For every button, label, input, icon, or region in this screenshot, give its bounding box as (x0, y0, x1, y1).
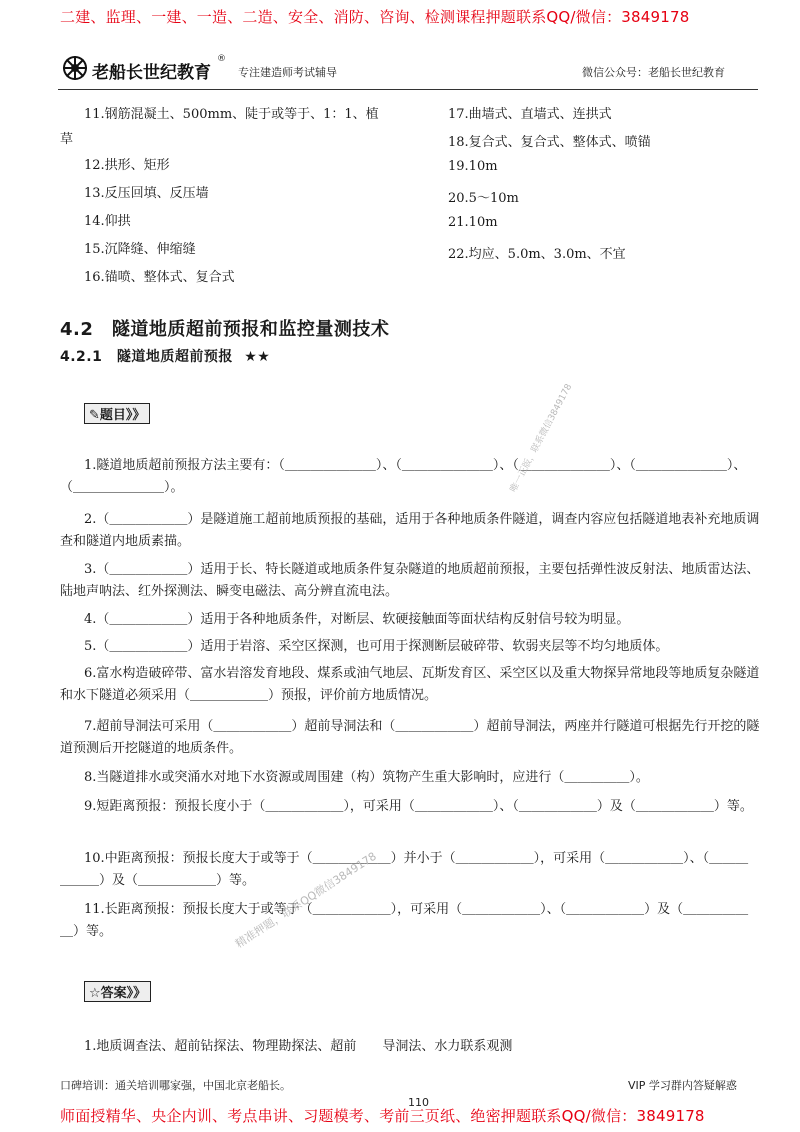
footer-right: VIP 学习群内答疑解惑 (628, 1079, 737, 1092)
question: 9.短距离预报：预报长度小于（＿＿＿＿＿＿），可采用（＿＿＿＿＿＿）、（＿＿＿＿＿＿）及（＿＿＿＿＿＿）等。 (84, 799, 753, 814)
subsection-title: 4.2.1 隧道地质超前预报 (60, 349, 233, 365)
prev-answer: 15.沉降缝、伸缩缝 (84, 242, 196, 257)
question: 2.（＿＿＿＿＿＿）是隧道施工超前地质预报的基础，适用于各种地质条件隧道，调查内容应包括隧道地表补充地质调查和隧道内地质素描。 (60, 512, 760, 549)
answers-tag (84, 981, 151, 1002)
question: 8.当隧道排水或突涌水对地下水资源或周围建（构）筑物产生重大影响时，应进行（＿＿＿＿＿）。 (84, 770, 649, 785)
ship-wheel-icon (62, 55, 88, 81)
logo-text: 老船长世纪教育 (92, 63, 211, 83)
prev-answer: 22.均应、5.0m、3.0m、不宜 (448, 247, 626, 262)
question: 7.超前导洞法可采用（＿＿＿＿＿＿）超前导洞法和（＿＿＿＿＿＿）超前导洞法，两座并行隧道可根据先行开挖的隧道预测后开挖隧道的地质条件。 (60, 719, 760, 756)
prev-answer: 18.复合式、复合式、整体式、喷锚 (448, 135, 651, 150)
prev-answer: 草 (60, 132, 74, 147)
question: 5.（＿＿＿＿＿＿）适用于岩溶、采空区探测，也可用于探测断层破碎带、软弱夹层等不均匀地质体。 (84, 639, 669, 654)
answer: 1.地质调查法、超前钻探法、物理勘探法、超前 导洞法、水力联系观测 (84, 1039, 513, 1054)
prev-answer: 20.5～10m (448, 191, 519, 206)
prev-answer: 21.10m (448, 215, 498, 230)
watermark: 精准押题，联系QQ微信3849178 (233, 849, 379, 951)
question: 4.（＿＿＿＿＿＿）适用于各种地质条件，对断层、软硬接触面等面状结构反射信号较为明显。 (84, 612, 630, 627)
subsection-heading (60, 346, 270, 366)
prev-answer: 14.仰拱 (84, 214, 131, 229)
top-banner: 二建、监理、一建、一造、二造、安全、消防、咨询、检测课程押题联系QQ/微信：3849178 (60, 8, 690, 26)
slogan: 专注建造师考试辅导 (238, 66, 337, 79)
question: 1.隧道地质超前预报方法主要有：（＿＿＿＿＿＿＿）、（＿＿＿＿＿＿＿）、（＿＿＿＿＿＿＿）、（＿＿＿＿＿＿＿）、（＿＿＿＿＿＿＿）。 (60, 458, 747, 495)
answers-tag-label: 答案》》 (100, 986, 147, 1001)
stars-rating: ★★ (244, 349, 271, 365)
prev-answer: 16.锚喷、整体式、复合式 (84, 270, 235, 285)
footer-left: 口碑培训：通关培训哪家强，中国北京老船长。 (60, 1079, 291, 1092)
registered-mark: ® (217, 54, 226, 64)
prev-answer: 13.反压回填、反压墙 (84, 186, 209, 201)
pencil-icon: ✎ (89, 408, 100, 423)
question: 11.长距离预报：预报长度大于或等于（＿＿＿＿＿＿），可采用（＿＿＿＿＿＿）、（＿＿＿＿＿＿）及（＿＿＿＿＿＿）等。 (60, 902, 749, 939)
question: 6.富水构造破碎带、富水岩溶发育地段、煤系或油气地层、瓦斯发育区、采空区以及重大物探异常地段等地质复杂隧道和水下隧道必须采用（＿＿＿＿＿＿）预报，评价前方地质情况。 (60, 666, 760, 703)
questions-tag (84, 403, 150, 424)
page-number: 110 (408, 1096, 429, 1109)
section-heading: 4.2 隧道地质超前预报和监控量测技术 (60, 319, 390, 340)
watermark: 唯一正版，联系微信3849178 (508, 382, 575, 495)
header-divider (58, 89, 758, 90)
question: 3.（＿＿＿＿＿＿）适用于长、特长隧道或地质条件复杂隧道的地质超前预报，主要包括弹性波反射法、地质雷达法、陆地声呐法、红外探测法、瞬变电磁法、高分辨直流电法。 (60, 562, 760, 599)
prev-answer: 12.拱形、矩形 (84, 158, 170, 173)
questions-tag-label: 题目》》 (99, 408, 146, 423)
logo (62, 55, 88, 85)
bottom-banner: 师面授精华、央企内训、考点串讲、习题模考、考前三页纸、绝密押题联系QQ/微信：3849178 (60, 1107, 705, 1125)
wechat-account: 微信公众号：老船长世纪教育 (582, 66, 725, 79)
star-icon: ☆ (89, 986, 101, 1001)
prev-answer: 19.10m (448, 159, 498, 174)
question: 10.中距离预报：预报长度大于或等于（＿＿＿＿＿＿）并小于（＿＿＿＿＿＿），可采用（＿＿＿＿＿＿）、（＿＿＿＿＿＿）及（＿＿＿＿＿＿）等。 (60, 851, 749, 888)
prev-answer: 11.钢筋混凝土、500mm、陡于或等于、1：1、植 (84, 107, 379, 122)
prev-answer: 17.曲墙式、直墙式、连拱式 (448, 107, 612, 122)
